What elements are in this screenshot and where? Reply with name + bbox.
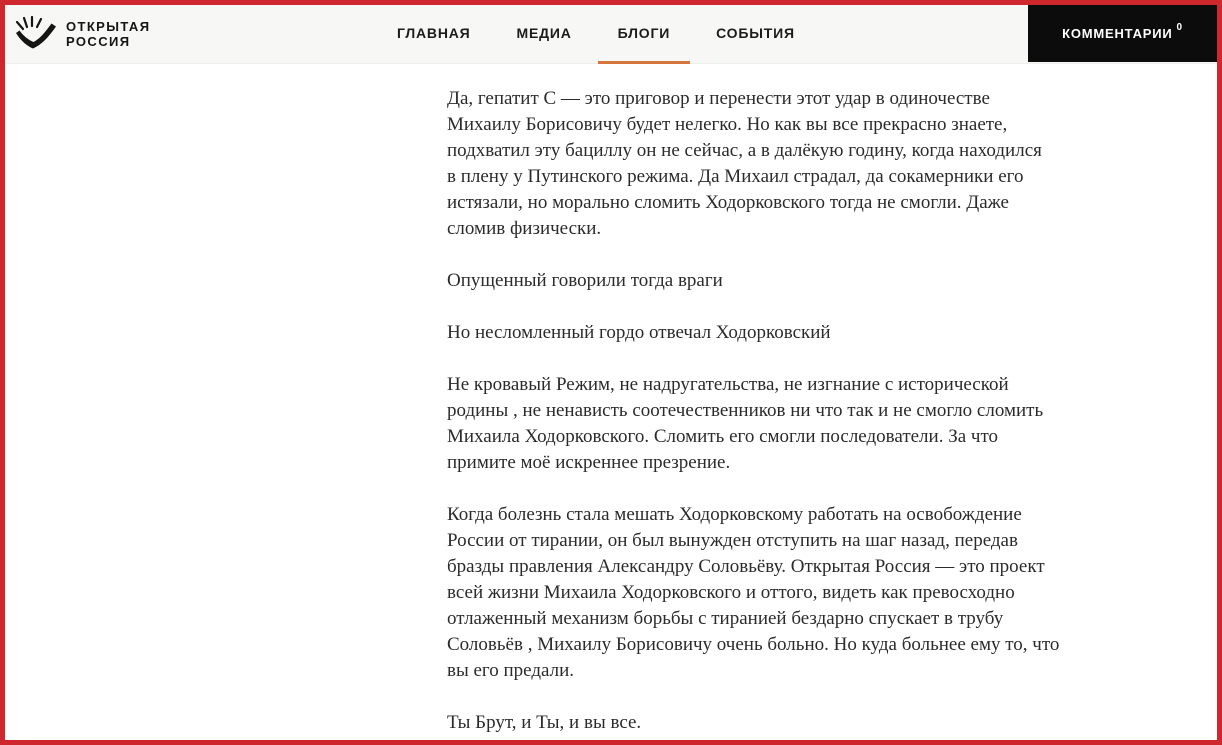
logo-text [66,19,150,49]
article-line: Когда болезнь стала мешать Ходорковскому работать на освобождение [447,504,1022,525]
article-line: подхватил эту бациллу он не сейчас, а в далёкую годину, когда находился [447,140,1042,161]
article-line: отлаженный механизм борьбы с тиранией бездарно спускает в трубу [447,608,1004,629]
article-paragraph [447,268,1102,294]
article-line: Михаилу Борисовичу будет нелегко. Но как вы все прекрасно знаете, [447,114,1008,135]
comments-count-badge: 0 [1176,22,1183,33]
site-logo[interactable] [14,14,150,54]
article-line: всей жизни Михаила Ходорковского и оттого, видеть как превосходно [447,582,1015,603]
logo-line1: ОТКРЫТАЯ [66,19,151,34]
site-header [5,5,1217,64]
article-paragraph [447,86,1102,242]
article-line: Михаила Ходорковского. Сломить его смогли последователи. За что [447,426,999,447]
article-paragraph [447,320,1102,346]
nav-item-blogi[interactable]: БЛОГИ [598,5,690,64]
article-line: Ты Брут, и Ты, и вы все. [447,712,642,733]
article-line: бразды правления Александру Соловьёву. Открытая Россия — это проект [447,556,1045,577]
article-line: примите моё искреннее презрение. [447,452,731,473]
nav-item-sobytiya[interactable]: СОБЫТИЯ [716,25,795,41]
article-line: родины , не ненависть соотечественников ни что так и не смогло сломить [447,400,1044,421]
article-line: сломив физически. [447,218,602,239]
main-nav [377,5,815,64]
comments-button[interactable] [1028,5,1217,62]
comments-label: КОММЕНТАРИИ [1062,26,1173,41]
article-paragraph [447,502,1102,684]
article-paragraph [447,710,1102,736]
article-line: Соловьёв , Михаилу Борисовичу очень больно. Но куда больнее ему то, что [447,634,1060,655]
article-paragraph [447,372,1102,476]
article-body [447,64,1102,736]
article-line: Опущенный говорили тогда враги [447,270,723,291]
nav-item-glavnaya[interactable]: ГЛАВНАЯ [397,25,471,41]
article-line: вы его предали. [447,660,575,681]
article-line: истязали, но морально сломить Ходорковского тогда не смогли. Даже [447,192,1009,213]
article-line: России от тирании, он был вынужден отступить на шаг назад, передав [447,530,1018,551]
article-line: в плену у Путинского режима. Да Михаил страдал, да сокамерники его [447,166,1024,187]
article-line: Да, гепатит С — это приговор и перенести этот удар в одиночестве [447,88,990,109]
nav-item-media[interactable]: МЕДИА [516,25,572,41]
article-line: Не кровавый Режим, не надругательства, не изгнание с исторической [447,374,1009,395]
article-line: Но несломленный гордо отвечал Ходорковский [447,322,831,343]
open-book-rays-icon [14,14,58,54]
logo-line2: РОССИЯ [66,34,131,49]
